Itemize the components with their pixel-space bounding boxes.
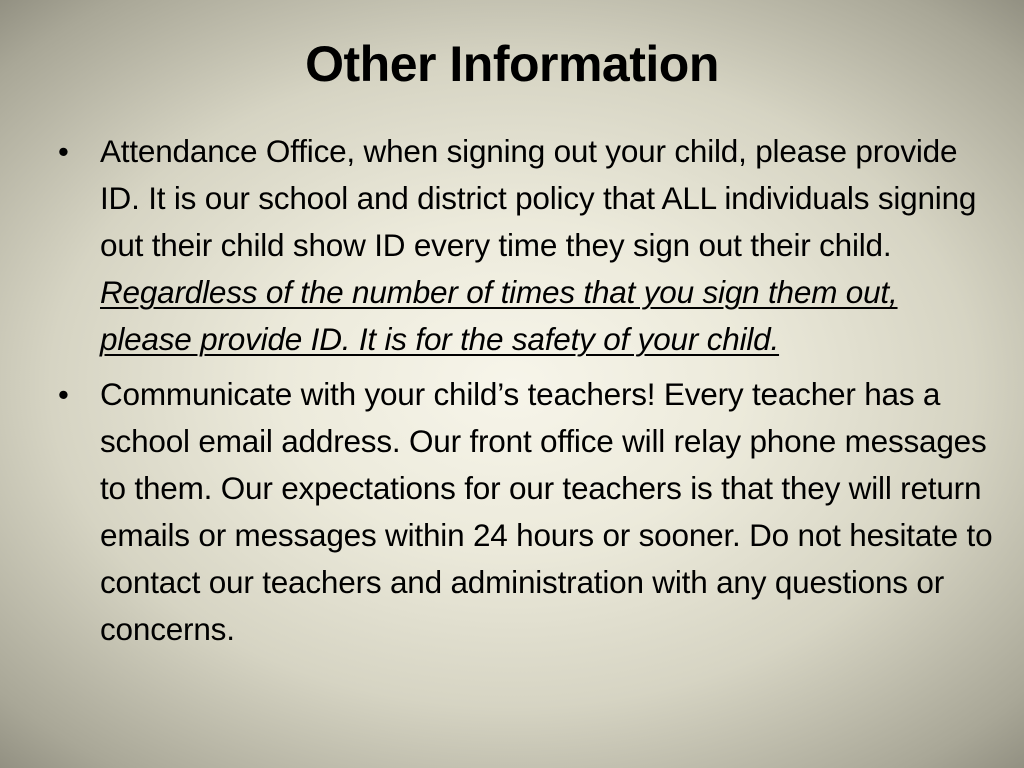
bullet-text: Attendance Office, when signing out your child, please provide ID. It is our school and district policy that ALL individuals signing out their child show ID every time they sign out their child. — [100, 133, 977, 263]
bullet-emphasis-text: Regardless of the number of times that you sign them out, please provide ID. It is for the safety of your child. — [100, 274, 898, 357]
bullet-item-attendance — [0, 128, 1024, 363]
bullet-dot-icon: • — [58, 377, 69, 412]
bullet-item-communicate — [0, 371, 1024, 653]
bullet-dot-icon: • — [58, 134, 69, 169]
slide-title: Other Information — [305, 36, 719, 92]
bullet-list — [0, 128, 1024, 661]
bullet-text: Communicate with your child’s teachers! Every teacher has a school email address. Our front office will relay phone messages to them. Our expectations for our teachers is that they will return emails or messages within 24 hours or sooner. Do not hesitate to contact our teachers and administration with any questions or concerns. — [100, 376, 993, 647]
